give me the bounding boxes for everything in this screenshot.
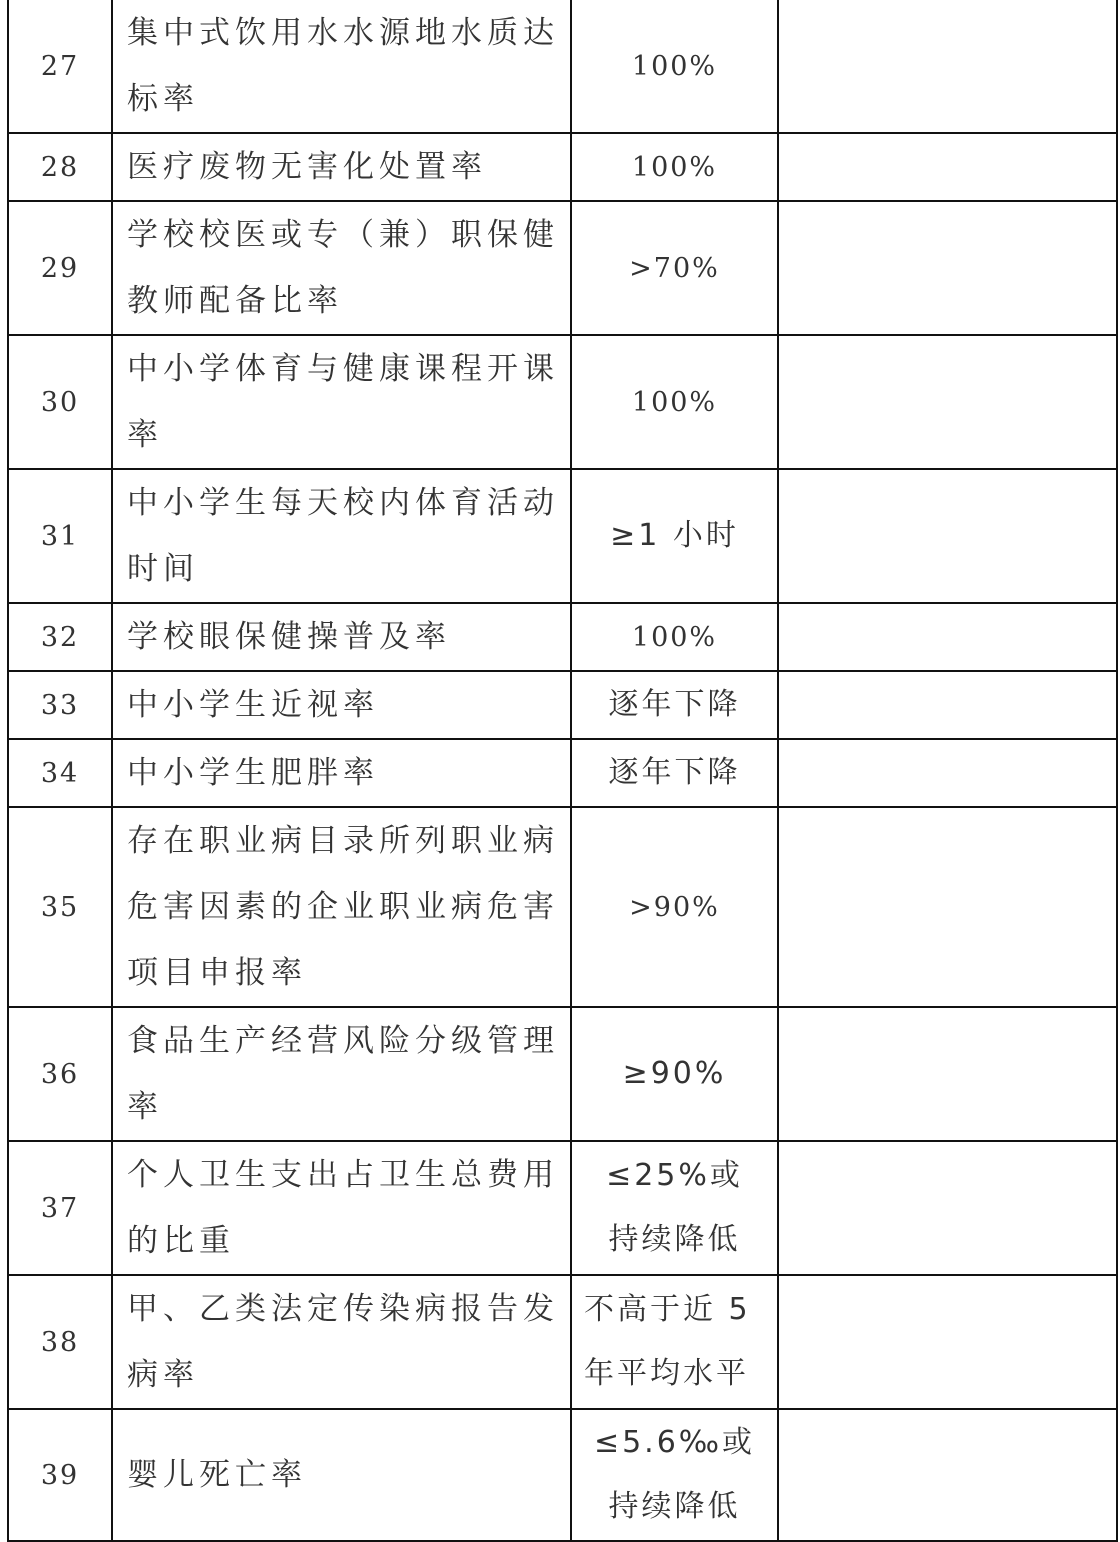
target-value: 100% xyxy=(571,133,778,201)
target-value: 不高于近 5 年平均水平 xyxy=(571,1275,778,1409)
target-value: 逐年下降 xyxy=(571,671,778,739)
indicator-name: 存在职业病目录所列职业病危害因素的企业职业病危害项目申报率 xyxy=(112,807,571,1007)
remark-cell xyxy=(778,469,1117,603)
table-row xyxy=(8,671,1117,739)
row-number: 31 xyxy=(8,469,112,603)
table-row xyxy=(8,133,1117,201)
remark-cell xyxy=(778,1141,1117,1275)
indicator-name: 中小学体育与健康课程开课率 xyxy=(112,335,571,469)
target-value: ≤25%或持续降低 xyxy=(571,1141,778,1275)
row-number: 39 xyxy=(8,1409,112,1541)
remark-cell xyxy=(778,1007,1117,1141)
indicator-name: 医疗废物无害化处置率 xyxy=(112,133,571,201)
row-number: 30 xyxy=(8,335,112,469)
indicator-name: 甲、乙类法定传染病报告发病率 xyxy=(112,1275,571,1409)
table-row xyxy=(8,807,1117,1007)
row-number: 37 xyxy=(8,1141,112,1275)
indicator-table xyxy=(7,0,1118,1542)
table-row xyxy=(8,0,1117,133)
indicator-name: 中小学生每天校内体育活动时间 xyxy=(112,469,571,603)
target-value: ≤5.6‰或持续降低 xyxy=(571,1409,778,1541)
indicator-name: 个人卫生支出占卫生总费用的比重 xyxy=(112,1141,571,1275)
indicator-name: 学校校医或专（兼）职保健教师配备比率 xyxy=(112,201,571,335)
table-row xyxy=(8,739,1117,807)
remark-cell xyxy=(778,335,1117,469)
row-number: 34 xyxy=(8,739,112,807)
remark-cell xyxy=(778,133,1117,201)
row-number: 27 xyxy=(8,0,112,133)
target-value: 100% xyxy=(571,603,778,671)
remark-cell xyxy=(778,201,1117,335)
indicator-name: 学校眼保健操普及率 xyxy=(112,603,571,671)
table-row xyxy=(8,1409,1117,1541)
indicator-name: 集中式饮用水水源地水质达标率 xyxy=(112,0,571,133)
row-number: 29 xyxy=(8,201,112,335)
remark-cell xyxy=(778,1409,1117,1541)
row-number: 38 xyxy=(8,1275,112,1409)
remark-cell xyxy=(778,0,1117,133)
indicator-name: 中小学生近视率 xyxy=(112,671,571,739)
row-number: 33 xyxy=(8,671,112,739)
table-row xyxy=(8,335,1117,469)
indicator-name: 婴儿死亡率 xyxy=(112,1409,571,1541)
table-row xyxy=(8,469,1117,603)
table-row xyxy=(8,1141,1117,1275)
target-value: >90% xyxy=(571,807,778,1007)
target-value: 100% xyxy=(571,335,778,469)
target-value: >70% xyxy=(571,201,778,335)
table-row xyxy=(8,1007,1117,1141)
remark-cell xyxy=(778,603,1117,671)
remark-cell xyxy=(778,671,1117,739)
row-number: 28 xyxy=(8,133,112,201)
remark-cell xyxy=(778,739,1117,807)
target-value: ≥1 小时 xyxy=(571,469,778,603)
table-row xyxy=(8,603,1117,671)
table-row xyxy=(8,201,1117,335)
indicator-name: 食品生产经营风险分级管理率 xyxy=(112,1007,571,1141)
target-value: 逐年下降 xyxy=(571,739,778,807)
target-value: ≥90% xyxy=(571,1007,778,1141)
row-number: 36 xyxy=(8,1007,112,1141)
target-value: 100% xyxy=(571,0,778,133)
remark-cell xyxy=(778,807,1117,1007)
indicator-name: 中小学生肥胖率 xyxy=(112,739,571,807)
row-number: 32 xyxy=(8,603,112,671)
row-number: 35 xyxy=(8,807,112,1007)
